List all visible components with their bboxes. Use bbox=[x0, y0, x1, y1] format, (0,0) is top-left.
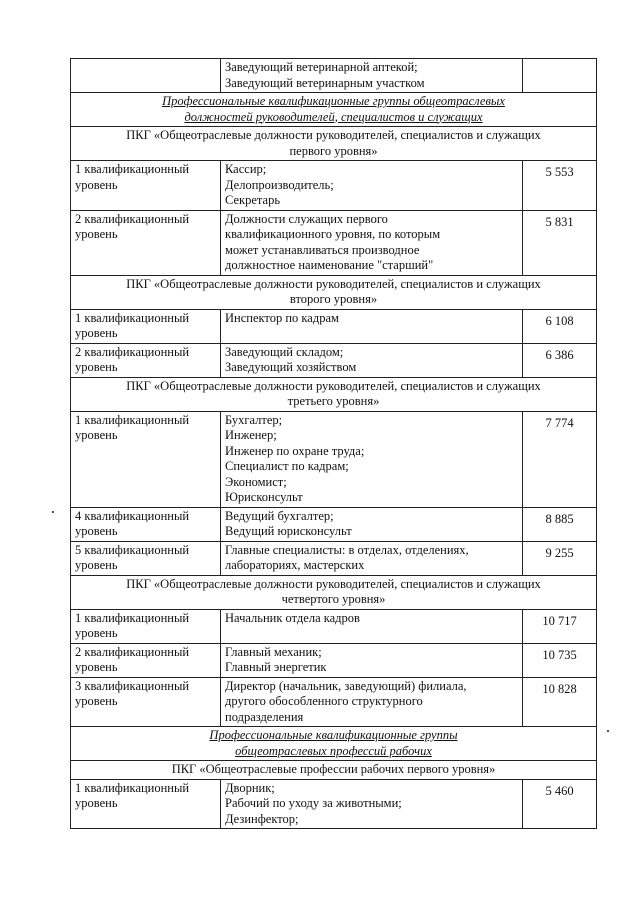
text-line: ПКГ «Общеотраслевые должности руководителей, специалистов и служащих bbox=[126, 576, 541, 591]
positions-cell bbox=[221, 309, 523, 343]
text-line: 1 квалификационный bbox=[75, 310, 190, 325]
text-line: Инженер; bbox=[225, 428, 277, 442]
text-line: уровень bbox=[75, 796, 118, 810]
group-header-row bbox=[71, 93, 597, 127]
text-line: другого обособленного структурного bbox=[225, 694, 423, 708]
text-line: 1 квалификационный bbox=[75, 780, 190, 795]
positions-cell bbox=[221, 609, 523, 643]
text-line: 4 квалификационный bbox=[75, 508, 190, 523]
text-line: ПКГ «Общеотраслевые профессии рабочих первого уровня» bbox=[171, 762, 496, 776]
text-line: Директор (начальник, заведующий) филиала, bbox=[225, 678, 467, 693]
text-line: 1 квалификационный bbox=[75, 412, 190, 427]
text-line: Секретарь bbox=[225, 193, 281, 207]
table-row bbox=[71, 309, 597, 343]
text-line: Инспектор по кадрам bbox=[225, 310, 339, 325]
text-line: уровень bbox=[75, 626, 118, 640]
table-row bbox=[71, 59, 597, 93]
table-row bbox=[71, 507, 597, 541]
text-line: уровень bbox=[75, 326, 118, 340]
level-cell bbox=[71, 541, 221, 575]
text-line: подразделения bbox=[225, 709, 304, 724]
pkg-title bbox=[71, 761, 597, 780]
pkg-header-row bbox=[71, 127, 597, 161]
text-line: ПКГ «Общеотраслевые должности руководителей, специалистов и служащих bbox=[126, 378, 541, 393]
text-line: 2 квалификационный bbox=[75, 211, 190, 226]
text-line: третьего уровня» bbox=[287, 394, 380, 408]
pkg-header-row bbox=[71, 575, 597, 609]
table-row bbox=[71, 411, 597, 507]
pkg-header-row bbox=[71, 761, 597, 780]
level-cell bbox=[71, 161, 221, 211]
level-cell bbox=[71, 609, 221, 643]
text-line: уровень bbox=[75, 694, 118, 708]
text-line: второго уровня» bbox=[289, 292, 378, 306]
text-line: Заведующий хозяйством bbox=[225, 360, 357, 374]
salary-cell bbox=[523, 59, 597, 93]
text-line: Главный энергетик bbox=[225, 660, 327, 674]
pkg-title bbox=[71, 275, 597, 309]
text-line: Заведующий ветеринарным участком bbox=[225, 75, 425, 90]
text-line: Ведущий юрисконсульт bbox=[225, 524, 352, 538]
text-line: ПКГ «Общеотраслевые должности руководителей, специалистов и служащих bbox=[126, 276, 541, 291]
text-line: первого уровня» bbox=[289, 143, 378, 158]
table-row bbox=[71, 609, 597, 643]
text-line: 3 квалификационный bbox=[75, 678, 190, 693]
level-cell bbox=[71, 309, 221, 343]
positions-cell bbox=[221, 779, 523, 829]
level-cell bbox=[71, 411, 221, 507]
table-row bbox=[71, 541, 597, 575]
text-line: 5 квалификационный bbox=[75, 542, 190, 557]
text-line: должностей руководителей, специалистов и служащих bbox=[184, 109, 483, 124]
text-line: должностное наименование "старший" bbox=[225, 258, 434, 272]
text-line: 2 квалификационный bbox=[75, 644, 190, 659]
salary-cell: 5 460 bbox=[523, 779, 597, 829]
text-line: общеотраслевых профессий рабочих bbox=[235, 743, 432, 758]
table-row bbox=[71, 643, 597, 677]
text-line: Профессиональные квалификационные группы общеотраслевых bbox=[162, 94, 505, 108]
level-cell bbox=[71, 677, 221, 727]
level-cell bbox=[71, 643, 221, 677]
positions-cell bbox=[221, 161, 523, 211]
text-line: уровень bbox=[75, 558, 118, 572]
scan-speck bbox=[52, 511, 54, 513]
table-row bbox=[71, 343, 597, 377]
text-line: Бухгалтер; bbox=[225, 412, 283, 427]
level-cell bbox=[71, 343, 221, 377]
text-line: 2 квалификационный bbox=[75, 344, 190, 359]
text-line: квалификационного уровня, по которым bbox=[225, 227, 441, 241]
text-line: уровень bbox=[75, 177, 118, 192]
group-header-row bbox=[71, 727, 597, 761]
positions-cell bbox=[221, 541, 523, 575]
text-line: четвертого уровня» bbox=[281, 592, 386, 606]
salary-cell: 7 774 bbox=[523, 411, 597, 507]
text-line: Кассир; bbox=[225, 162, 267, 176]
text-line: Должности служащих первого bbox=[225, 211, 388, 226]
text-line: Дворник; bbox=[225, 780, 275, 795]
text-line: 1 квалификационный bbox=[75, 610, 190, 625]
salary-cell: 9 255 bbox=[523, 541, 597, 575]
text-line: Ведущий бухгалтер; bbox=[225, 508, 334, 523]
salary-cell: 6 108 bbox=[523, 309, 597, 343]
text-line: Заведующий ветеринарной аптекой; bbox=[225, 60, 418, 74]
text-line: Юрисконсульт bbox=[225, 490, 303, 504]
text-line: Дезинфектор; bbox=[225, 811, 299, 826]
text-line: Главный механик; bbox=[225, 644, 322, 659]
scan-speck bbox=[607, 730, 609, 732]
group-title bbox=[71, 93, 597, 127]
salary-cell: 5 831 bbox=[523, 210, 597, 275]
positions-cell bbox=[221, 343, 523, 377]
text-line: уровень bbox=[75, 360, 118, 374]
table-row bbox=[71, 779, 597, 829]
positions-cell bbox=[221, 507, 523, 541]
positions-cell bbox=[221, 643, 523, 677]
positions-cell bbox=[221, 411, 523, 507]
table-row bbox=[71, 210, 597, 275]
pkg-header-row bbox=[71, 275, 597, 309]
text-line: Рабочий по уходу за животными; bbox=[225, 796, 402, 810]
positions-cell bbox=[221, 677, 523, 727]
level-cell bbox=[71, 779, 221, 829]
text-line: Начальник отдела кадров bbox=[225, 610, 360, 625]
text-line: Профессиональные квалификационные группы bbox=[209, 728, 458, 742]
group-title bbox=[71, 727, 597, 761]
text-line: может устанавливаться производное bbox=[225, 242, 420, 257]
text-line: Экономист; bbox=[225, 474, 287, 489]
pkg-header-row bbox=[71, 377, 597, 411]
positions-cell bbox=[221, 210, 523, 275]
text-line: ПКГ «Общеотраслевые должности руководителей, специалистов и служащих bbox=[126, 128, 541, 142]
text-line: 1 квалификационный bbox=[75, 162, 190, 176]
salary-table bbox=[70, 58, 597, 829]
text-line: уровень bbox=[75, 428, 118, 442]
salary-cell: 8 885 bbox=[523, 507, 597, 541]
level-cell bbox=[71, 59, 221, 93]
positions-cell bbox=[221, 59, 523, 93]
pkg-title bbox=[71, 127, 597, 161]
salary-cell: 6 386 bbox=[523, 343, 597, 377]
salary-cell: 10 735 bbox=[523, 643, 597, 677]
text-line: уровень bbox=[75, 227, 118, 241]
pkg-title bbox=[71, 377, 597, 411]
salary-cell: 10 828 bbox=[523, 677, 597, 727]
table-row bbox=[71, 161, 597, 211]
table-row bbox=[71, 677, 597, 727]
pkg-title bbox=[71, 575, 597, 609]
text-line: Специалист по кадрам; bbox=[225, 459, 349, 473]
text-line: Заведующий складом; bbox=[225, 344, 344, 359]
text-line: уровень bbox=[75, 660, 118, 674]
text-line: Инженер по охране труда; bbox=[225, 443, 365, 458]
text-line: лабораториях, мастерских bbox=[225, 558, 365, 572]
level-cell bbox=[71, 210, 221, 275]
text-line: Делопроизводитель; bbox=[225, 177, 334, 192]
salary-cell: 5 553 bbox=[523, 161, 597, 211]
text-line: Главные специалисты: в отделах, отделениях, bbox=[225, 542, 469, 557]
salary-cell: 10 717 bbox=[523, 609, 597, 643]
text-line: уровень bbox=[75, 524, 118, 538]
level-cell bbox=[71, 507, 221, 541]
